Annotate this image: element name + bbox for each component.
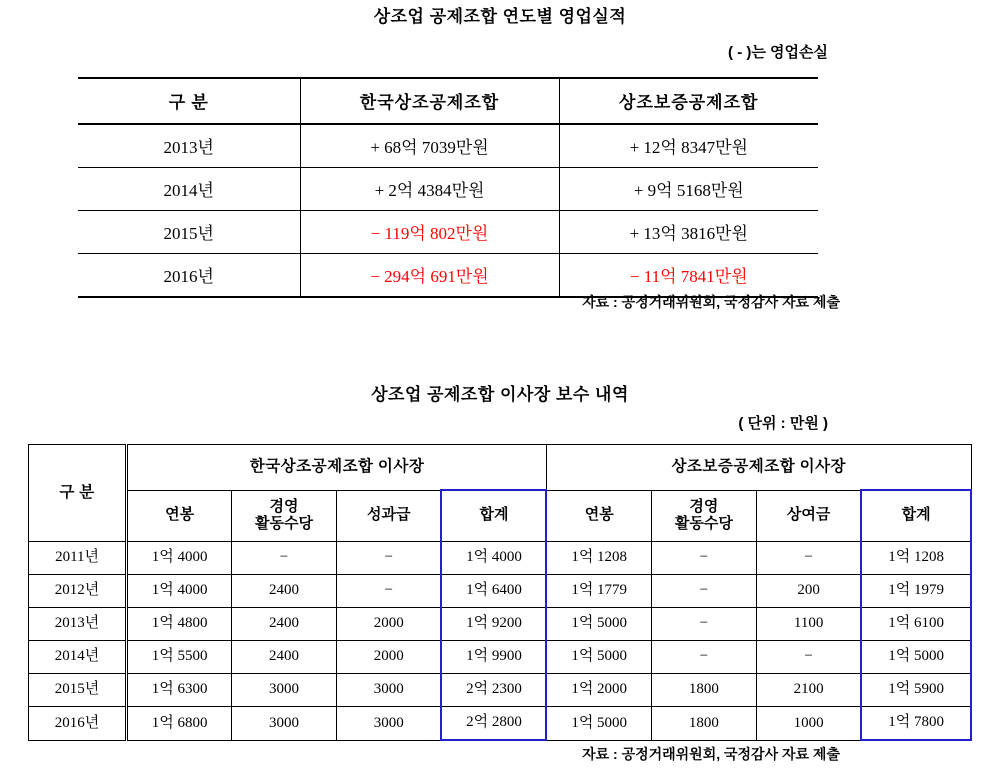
table2-korea-performance: 3000	[337, 707, 442, 741]
table2-sub-header-guarantee-salary: 연봉	[546, 490, 651, 542]
table2-guarantee-salary: 1억 5000	[546, 608, 651, 641]
table2-guarantee-total: 1억 1979	[861, 575, 971, 608]
table2-year: 2011년	[29, 542, 127, 575]
table2-korea-performance: 2000	[337, 641, 442, 674]
table2-guarantee-bonus: −	[756, 542, 861, 575]
table-row	[78, 124, 818, 168]
table2-guarantee-salary: 1억 5000	[546, 707, 651, 741]
table-row	[29, 542, 972, 575]
table2-group-header-korea: 한국상조공제조합 이사장	[127, 445, 547, 491]
table2-year: 2014년	[29, 641, 127, 674]
table1-source-row	[0, 292, 1000, 312]
table2-guarantee-bonus: 1100	[756, 608, 861, 641]
table1-year: 2016년	[78, 254, 300, 298]
table2-korea-salary: 1억 4000	[127, 575, 232, 608]
table2-korea-allowance: −	[232, 542, 337, 575]
table1-korea-value: + 68억 7039만원	[300, 124, 559, 168]
table2-group-header-guarantee: 상조보증공제조합 이사장	[546, 445, 971, 491]
table2-korea-allowance: 2400	[232, 608, 337, 641]
table2-guarantee-total: 1억 5900	[861, 674, 971, 707]
table2-guarantee-allowance: 1800	[651, 707, 756, 741]
table2-guarantee-allowance: −	[651, 641, 756, 674]
table2-guarantee-bonus: 2100	[756, 674, 861, 707]
table1-col-header-0: 구 분	[78, 78, 300, 124]
table2-korea-total: 2억 2800	[441, 707, 546, 741]
table1-guarantee-value: + 12억 8347만원	[559, 124, 818, 168]
table2-guarantee-salary: 1억 5000	[546, 641, 651, 674]
table2-korea-salary: 1억 6800	[127, 707, 232, 741]
table-row	[29, 707, 972, 741]
table1	[78, 77, 818, 298]
table2-korea-salary: 1억 4800	[127, 608, 232, 641]
table2-source: 자료 : 공정거래위원회, 국정감사 자료 제출	[582, 746, 840, 762]
table2-korea-salary: 1억 4000	[127, 542, 232, 575]
table-row	[29, 575, 972, 608]
table2-korea-allowance: 3000	[232, 674, 337, 707]
table2-year: 2012년	[29, 575, 127, 608]
table1-year: 2013년	[78, 124, 300, 168]
table2-korea-allowance: 3000	[232, 707, 337, 741]
table1-year: 2015년	[78, 211, 300, 254]
table1-korea-value: + 2억 4384만원	[300, 168, 559, 211]
table2-guarantee-bonus: 1000	[756, 707, 861, 741]
table2-korea-total: 1억 9900	[441, 641, 546, 674]
table2-korea-total: 1억 6400	[441, 575, 546, 608]
table2-guarantee-bonus: −	[756, 641, 861, 674]
table2-guarantee-allowance: −	[651, 542, 756, 575]
table1-note-row	[0, 41, 1000, 62]
table1-korea-value: − 119억 802만원	[300, 211, 559, 254]
table2-korea-allowance: 2400	[232, 641, 337, 674]
table2-note-row	[0, 412, 1000, 433]
table-row	[78, 254, 818, 298]
table2-korea-salary: 1억 5500	[127, 641, 232, 674]
table2-sub-header-guarantee-allowance: 경영 활동수당	[651, 490, 756, 542]
table2-korea-performance: 3000	[337, 674, 442, 707]
table2-korea-total: 2억 2300	[441, 674, 546, 707]
table2-guarantee-total: 1억 7800	[861, 707, 971, 741]
table1-year: 2014년	[78, 168, 300, 211]
table1-guarantee-value: − 11억 7841만원	[559, 254, 818, 298]
table-row	[78, 211, 818, 254]
table1-col-header-2: 상조보증공제조합	[559, 78, 818, 124]
table2-unit-note: ( 단위 : 만원 )	[738, 415, 828, 432]
table2-year: 2016년	[29, 707, 127, 741]
table2-container	[28, 444, 972, 741]
table1-title-row	[0, 2, 1000, 27]
table2-source-row	[0, 744, 1000, 764]
table2-korea-allowance: 2400	[232, 575, 337, 608]
table-row	[29, 641, 972, 674]
table2-korea-performance: −	[337, 575, 442, 608]
table2-korea-total: 1억 4000	[441, 542, 546, 575]
table2-korea-salary: 1억 6300	[127, 674, 232, 707]
table2-sub-header-guarantee-total: 합계	[861, 490, 971, 542]
table-row	[29, 674, 972, 707]
table2-korea-total: 1억 9200	[441, 608, 546, 641]
table2-guarantee-allowance: −	[651, 575, 756, 608]
table2-guarantee-total: 1억 1208	[861, 542, 971, 575]
table1-guarantee-value: + 13억 3816만원	[559, 211, 818, 254]
table2-guarantee-salary: 1억 2000	[546, 674, 651, 707]
table2-sub-header-guarantee-bonus: 상여금	[756, 490, 861, 542]
table2-year: 2015년	[29, 674, 127, 707]
table2-korea-performance: 2000	[337, 608, 442, 641]
table2-guarantee-bonus: 200	[756, 575, 861, 608]
table1-header-row	[78, 78, 818, 124]
table-row	[78, 168, 818, 211]
table2	[28, 444, 972, 741]
table2-guarantee-salary: 1억 1779	[546, 575, 651, 608]
table1-unit-note: ( - )는 영업손실	[728, 44, 828, 61]
table2-group-header-division: 구 분	[29, 445, 127, 542]
table1-title: 상조업 공제조합 연도별 영업실적	[373, 7, 627, 26]
table2-sub-header-row	[29, 490, 972, 542]
table2-sub-header-korea-allowance: 경영 활동수당	[232, 490, 337, 542]
table2-guarantee-total: 1억 5000	[861, 641, 971, 674]
table1-container	[78, 77, 818, 298]
table1-guarantee-value: + 9억 5168만원	[559, 168, 818, 211]
table2-group-header-row	[29, 445, 972, 491]
table2-sub-header-korea-performance: 성과급	[337, 490, 442, 542]
table1-source: 자료 : 공정거래위원회, 국정감사 자료 제출	[582, 294, 840, 310]
table2-year: 2013년	[29, 608, 127, 641]
table2-sub-header-korea-salary: 연봉	[127, 490, 232, 542]
table-row	[29, 608, 972, 641]
table2-guarantee-total: 1억 6100	[861, 608, 971, 641]
table2-guarantee-allowance: −	[651, 608, 756, 641]
table2-title: 상조업 공제조합 이사장 보수 내역	[371, 385, 629, 404]
table2-guarantee-salary: 1억 1208	[546, 542, 651, 575]
table2-sub-header-korea-total: 합계	[441, 490, 546, 542]
table1-col-header-1: 한국상조공제조합	[300, 78, 559, 124]
table2-korea-performance: −	[337, 542, 442, 575]
table2-title-row	[0, 380, 1000, 405]
table1-korea-value: − 294억 691만원	[300, 254, 559, 298]
table2-guarantee-allowance: 1800	[651, 674, 756, 707]
